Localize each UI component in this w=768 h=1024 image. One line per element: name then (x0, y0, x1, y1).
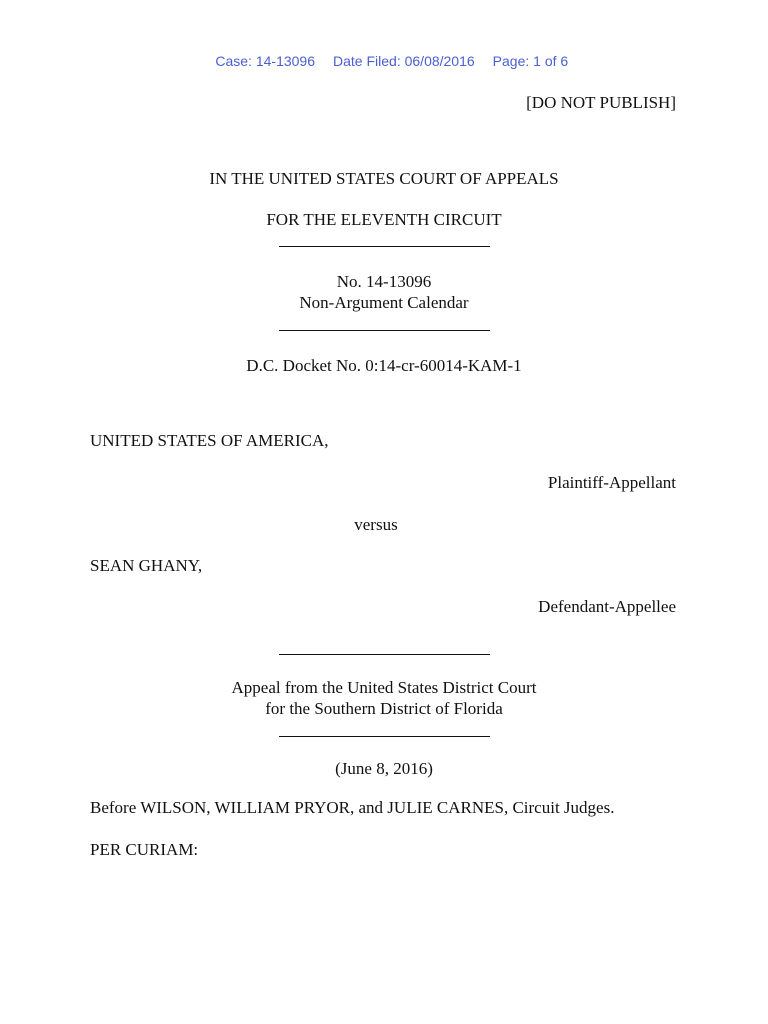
panel-judges: Before WILSON, WILLIAM PRYOR, and JULIE CARNES, Circuit Judges. (90, 798, 615, 817)
divider-rule (279, 330, 490, 331)
defendant-name: SEAN GHANY, (90, 556, 203, 575)
defendant-role: Defendant-Appellee (538, 597, 676, 616)
date-filed-stamp: Date Filed: 06/08/2016 (333, 53, 475, 69)
divider-rule (279, 246, 490, 247)
divider-rule (279, 654, 490, 655)
divider-rule (279, 736, 490, 737)
appeal-line2: for the Southern District of Florida (265, 699, 503, 718)
per-curiam-heading: PER CURIAM: (90, 840, 199, 859)
appeal-line1: Appeal from the United States District Court (231, 678, 537, 697)
court-name-line2: FOR THE ELEVENTH CIRCUIT (266, 210, 502, 229)
publish-notice: [DO NOT PUBLISH] (526, 93, 676, 112)
court-name-line1: IN THE UNITED STATES COURT OF APPEALS (209, 169, 559, 188)
case-number: No. 14-13096 (336, 272, 432, 291)
filing-stamp (0, 37, 768, 85)
versus-label: versus (354, 515, 398, 534)
page-count-stamp: Page: 1 of 6 (492, 53, 569, 69)
case-number-stamp: Case: 14-13096 (215, 53, 316, 69)
docket-number: D.C. Docket No. 0:14-cr-60014-KAM-1 (246, 356, 522, 375)
plaintiff-role: Plaintiff-Appellant (547, 473, 676, 492)
plaintiff-name: UNITED STATES OF AMERICA, (90, 431, 329, 450)
calendar-type: Non-Argument Calendar (299, 293, 469, 312)
decision-date: (June 8, 2016) (335, 759, 433, 778)
